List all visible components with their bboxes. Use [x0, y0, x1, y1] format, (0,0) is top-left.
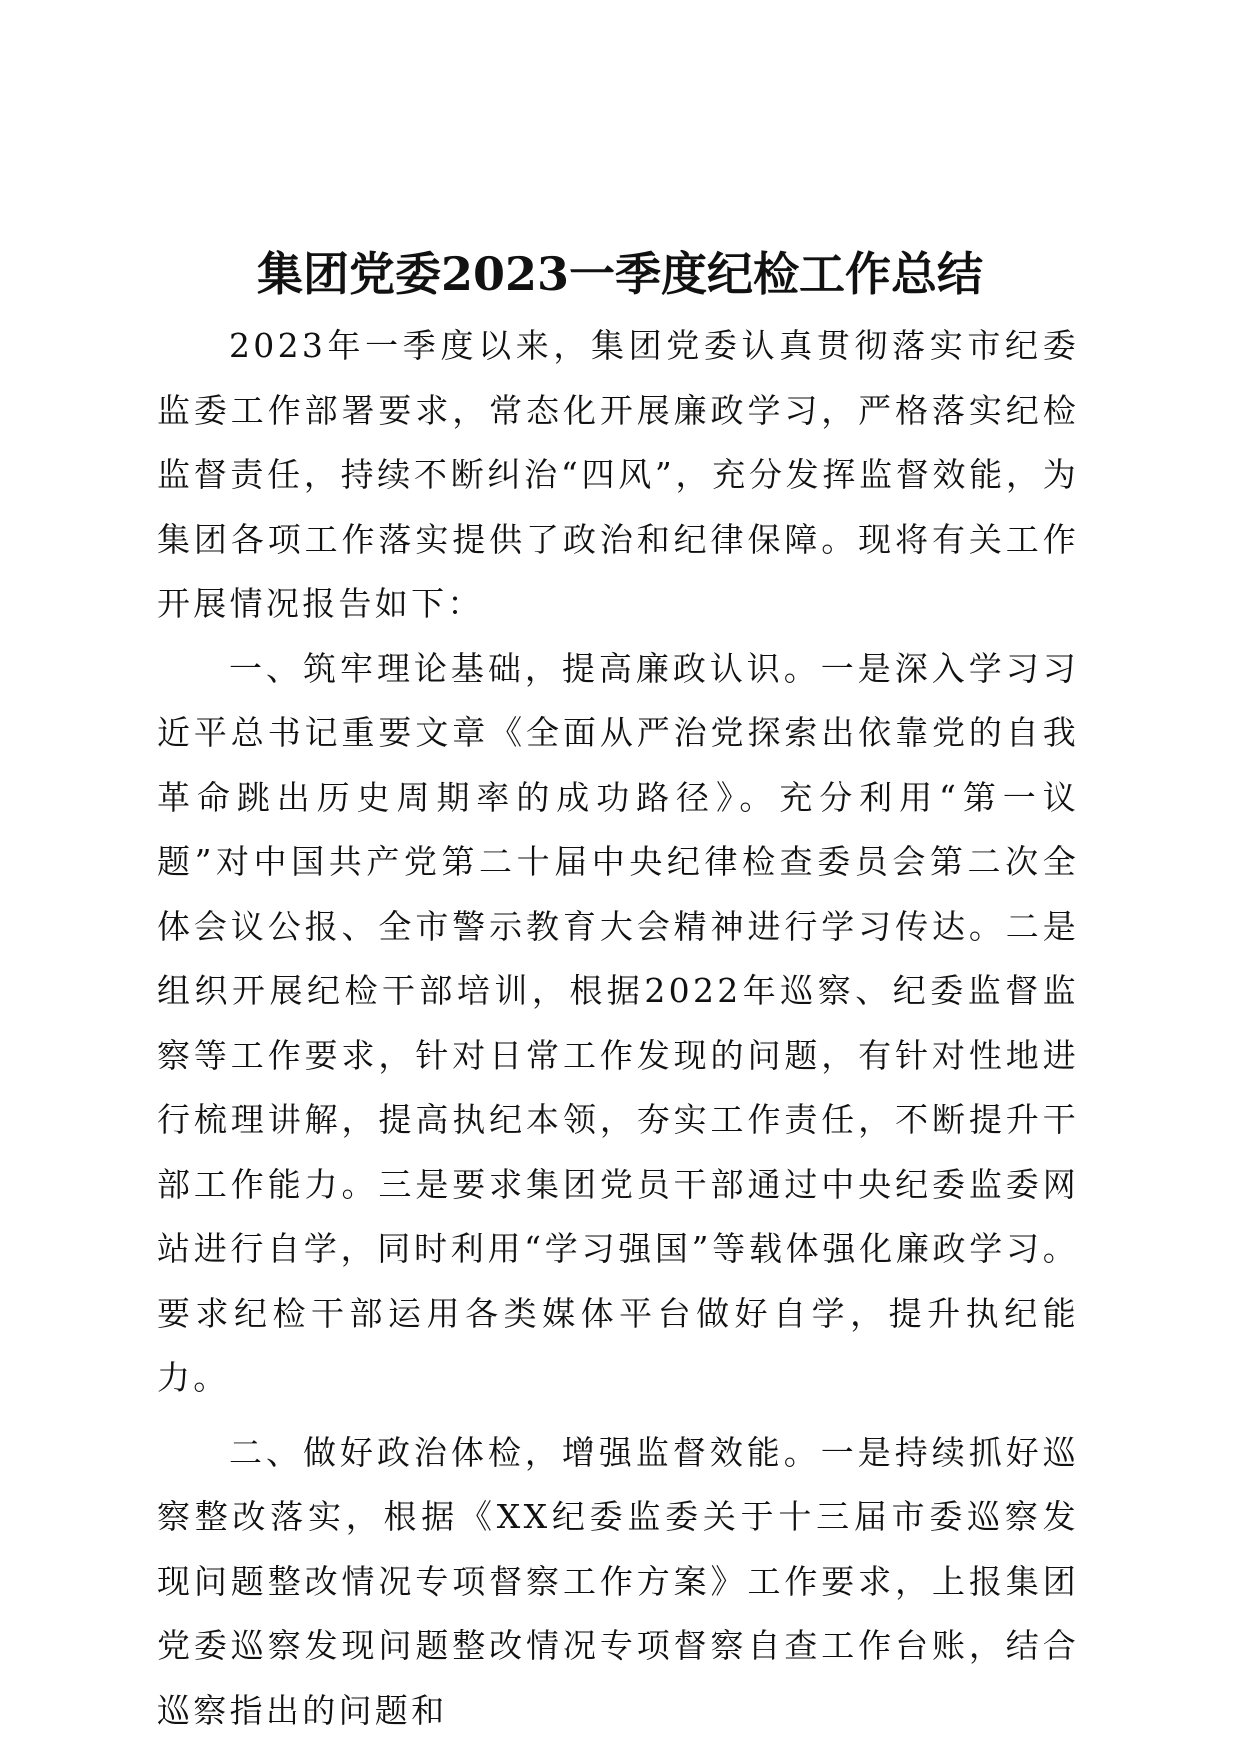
paragraph-spacer — [157, 1411, 1079, 1421]
section-one-paragraph: 一、筑牢理论基础，提高廉政认识。一是深入学习习近平总书记重要文章《全面从严治党探索出依靠党的自我革命跳出历史周期率的成功路径》。充分利用“第一议题”对中国共产党第二十届中央纪律检查委员会第二次全体会议公报、全市警示教育大会精神进行学习传达。二是组织开展纪检干部培训，根据2022年巡察、纪委监督监察等工作要求，针对日常工作发现的问题，有针对性地进行梳理讲解，提高执纪本领，夯实工作责任，不断提升干部工作能力。三是要求集团党员干部通过中央纪委监委网站进行自学，同时利用“学习强国”等载体强化廉政学习。要求纪检干部运用各类媒体平台做好自学，提升执纪能力。 — [157, 648, 1079, 1397]
document-body — [157, 314, 1079, 1743]
document-title: 集团党委2023一季度纪检工作总结 — [256, 247, 984, 301]
intro-paragraph: 2023年一季度以来，集团党委认真贯彻落实市纪委监委工作部署要求，常态化开展廉政学习，严格落实纪检监督责任，持续不断纠治“四风”，充分发挥监督效能，为集团各项工作落实提供了政治和纪律保障。现将有关工作开展情况报告如下： — [157, 326, 1079, 623]
section-two-paragraph: 二、做好政治体检，增强监督效能。一是持续抓好巡察整改落实，根据《XX纪委监委关于十三届市委巡察发现问题整改情况专项督察工作方案》工作要求，上报集团党委巡察发现问题整改情况专项督察自查工作台账，结合巡察指出的问题和 — [157, 1432, 1079, 1730]
